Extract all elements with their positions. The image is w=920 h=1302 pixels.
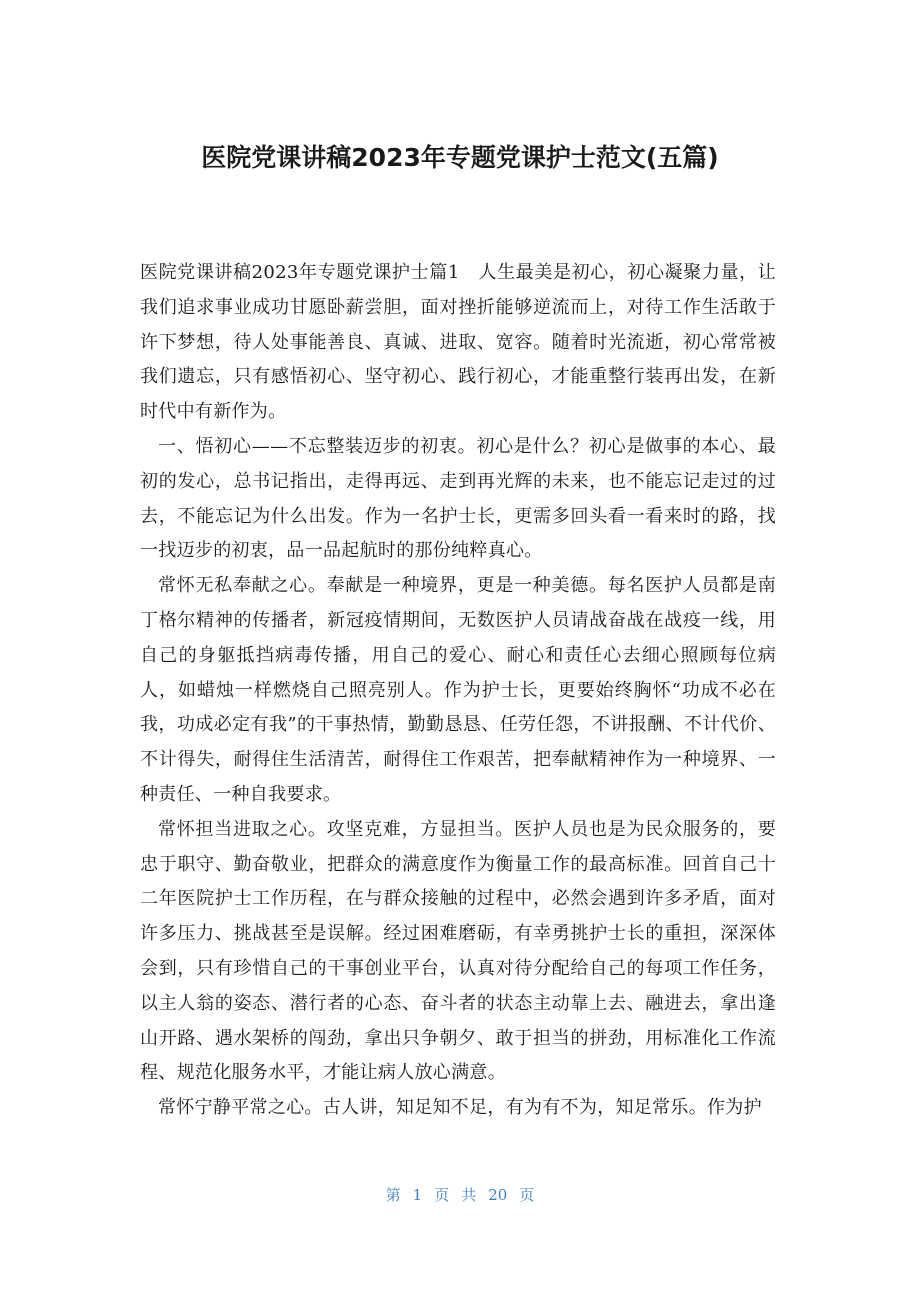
page-label: 第	[385, 1186, 401, 1204]
page-unit: 页	[434, 1186, 450, 1204]
paragraph-4: 常怀担当进取之心。攻坚克难，方显担当。医护人员也是为民众服务的，要忠于职守、勤奋敬业，把群众的满意度作为衡量工作的最高标准。回首自己十二年医院护士工作历程，在与群众接触的过程中，必然会遇到许多矛盾，面对许多压力、挑战甚至是误解。经过困难磨砺，有幸勇挑护士长的重担，深深体会到，只有珍惜自己的干事创业平台，认真对待分配给自己的每项工作任务，以主人翁的姿态、潜行者的心态、奋斗者的状态主动靠上去、融进去，拿出逢山开路、遇水架桥的闯劲，拿出只争朝夕、敢于担当的拼劲，用标准化工作流程、规范化服务水平，才能让病人放心满意。	[140, 818, 776, 1084]
total-unit: 页	[519, 1186, 535, 1204]
page-number: 1	[412, 1186, 423, 1204]
paragraph-5: 常怀宁静平常之心。古人讲，知足知不足，有为有不为，知足常乐。作为护	[158, 1097, 762, 1119]
paragraph-1: 医院党课讲稿2023年专题党课护士篇1 人生最美是初心，初心凝聚力量，让我们追求事业成功甘愿卧薪尝胆，面对挫折能够逆流而上，对待工作生活敢于许下梦想，待人处事能善良、真诚、进取、宽容。随着时光流逝，初心常常被我们遗忘，只有感悟初心、坚守初心、践行初心，才能重整行装再出发，在新时代中有新作为。	[140, 262, 776, 423]
total-pages: 20	[488, 1186, 508, 1204]
document-title: 医院党课讲稿2023年专题党课护士范文(五篇)	[201, 143, 719, 172]
paragraph-3: 常怀无私奉献之心。奉献是一种境界，更是一种美德。每名医护人员都是南丁格尔精神的传播者，新冠疫情期间，无数医护人员请战奋战在战疫一线，用自己的身躯抵挡病毒传播，用自己的爱心、耐心和责任心去细心照顾每位病人，如蜡烛一样燃烧自己照亮别人。作为护士长，更要始终胸怀“功成不必在我，功成必定有我”的干事热情，勤勤恳恳、任劳任怨，不讲报酬、不计代价、不计得失，耐得住生活清苦，耐得住工作艰苦，把奉献精神作为一种境界、一种责任、一种自我要求。	[140, 575, 776, 805]
paragraph-2: 一、悟初心——不忘整装迈步的初衷。初心是什么？初心是做事的本心、最初的发心，总书记指出，走得再远、走到再光辉的未来，也不能忘记走过的过去，不能忘记为什么出发。作为一名护士长，更需多回头看一看来时的路，找一找迈步的初衷，品一品起航时的那份纯粹真心。	[140, 435, 776, 562]
document-body	[140, 256, 776, 1126]
page-footer	[0, 1184, 920, 1205]
total-label: 共	[461, 1186, 477, 1204]
